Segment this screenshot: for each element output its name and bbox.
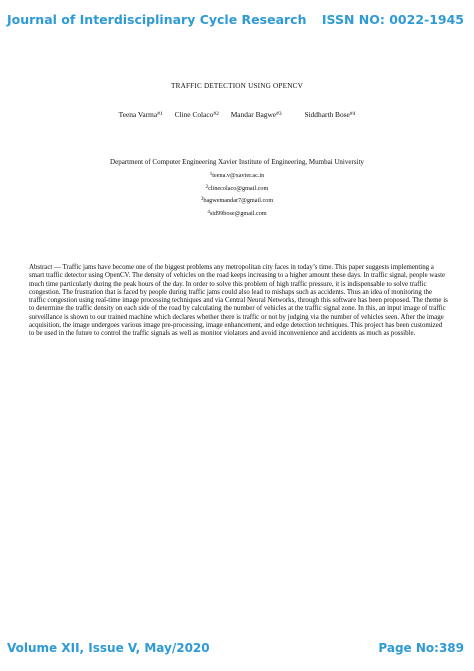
paper-title: TRAFFIC DETECTION USING OPENCV: [171, 82, 303, 90]
author-3: [231, 110, 282, 119]
email-address: sid99bose@gmail.com: [209, 209, 267, 217]
email-marker: 4: [207, 209, 210, 215]
email-line-2: [0, 183, 474, 196]
issn-number: ISSN NO: 0022-1945: [321, 12, 464, 27]
author-list: [0, 110, 474, 119]
email-address: teena.v@xavier.ac.in: [212, 172, 265, 179]
author-name: Cline Colaco: [174, 110, 214, 119]
journal-footer: [0, 640, 474, 660]
author-1: [119, 110, 163, 119]
journal-title: Journal of Interdisciplinary Cycle Research: [7, 12, 307, 27]
email-list: [0, 170, 474, 220]
email-marker: 3: [200, 197, 204, 202]
email-address: bagwemandar7@gmail.com: [203, 197, 274, 204]
page-number: Page No:389: [378, 641, 464, 655]
author-marker: #1: [157, 111, 163, 117]
author-marker: #4: [349, 111, 356, 117]
author-marker: #3: [276, 111, 282, 117]
abstract-paragraph: Abstract — Traffic jams have become one of the biggest problems any metropolitan city faces in today’s time. This paper suggests implementing a smart traffic detector using OpenCV. The density of vehicles on the road keeps increasing to a higher amount these days. In traffic signal, people waste much time particularly during the peak hours of the day. In order to solve this problem of high traffic pressure, it is indispensable to solve traffic congestion. The frustration that is faced by people during traffic jams could also lead to mishaps such as accidents. Thus an idea of monitoring the traffic congestion using real-time image processing techniques and via Central Neural Networks, through this software has been proposed. The theme is to determine the traffic density on each side of the road by calculating the number of vehicles at the traffic signal zone. In this, an input image of traffic surveillance is shown to our trained machine which declares whether there is traffic or not by judging via the number of vehicles seen. After the image acquisition, the image undergoes various image pre-processing, image enhancement, and edge detection techniques. This project has been customized to be used in the future to control the traffic signals as well as monitor violators and avoid inconvenience and accidents as much as possible.: [29, 264, 448, 338]
author-4: [304, 110, 355, 119]
author-marker: #2: [213, 111, 219, 117]
email-marker: 1: [209, 172, 213, 177]
affiliation: Department of Computer Engineering Xavier Institute of Engineering, Mumbai University: [110, 158, 364, 166]
email-marker: 2: [205, 184, 209, 190]
email-line-3: [0, 195, 474, 208]
author-name: Siddharth Bose: [304, 110, 350, 119]
author-name: Mandar Bagwe: [230, 110, 277, 119]
email-line-1: [0, 170, 474, 183]
author-name: Teena Varma: [118, 110, 158, 119]
email-line-4: [0, 208, 474, 221]
volume-issue: Volume XII, Issue V, May/2020: [7, 641, 210, 655]
author-2: [175, 110, 219, 119]
email-address: clinecolaco@gmail.com: [208, 184, 269, 192]
journal-header: [0, 10, 474, 32]
